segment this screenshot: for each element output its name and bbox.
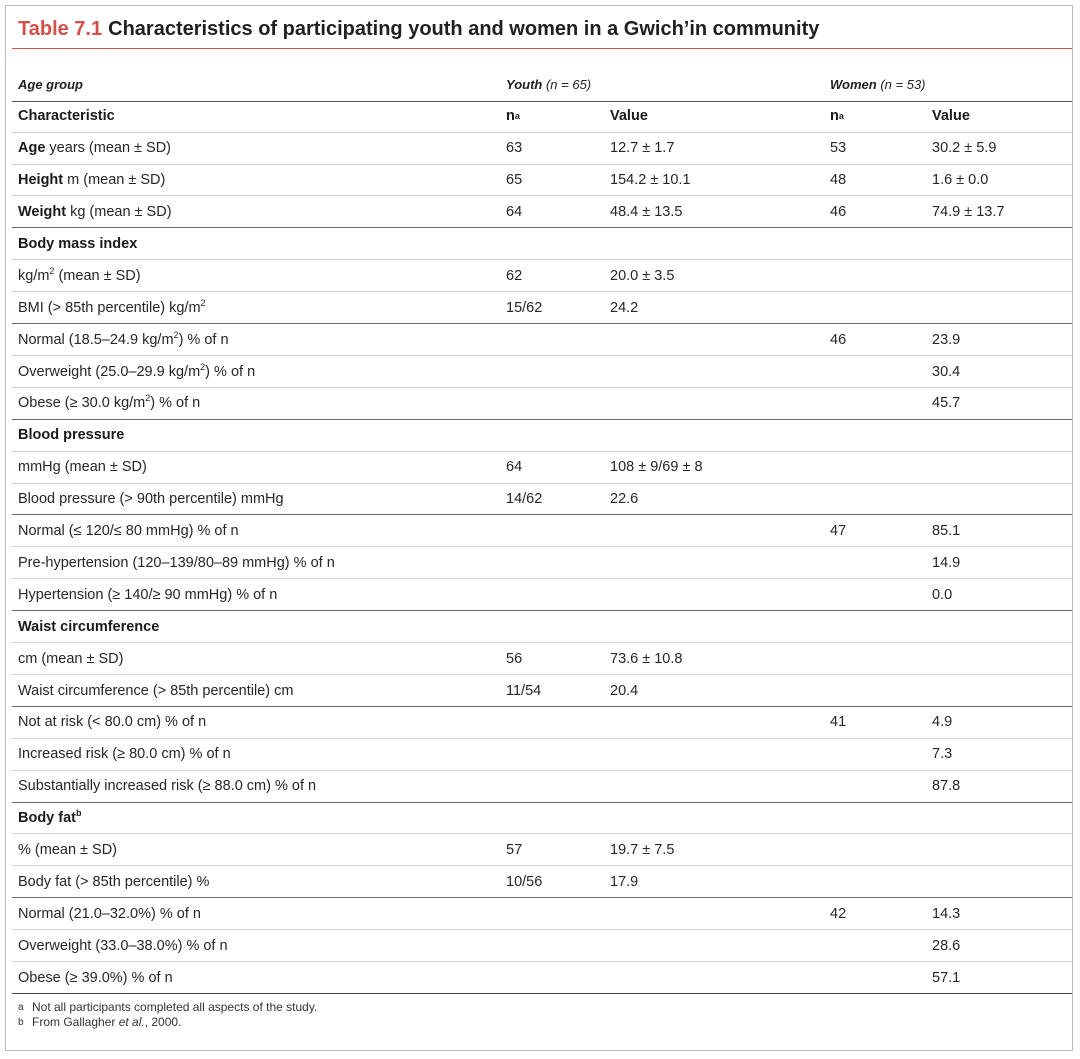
age-group-label: Age group: [18, 76, 83, 92]
section-label: Blood pressure: [18, 427, 125, 444]
youth-n-cell: 11/54: [506, 682, 542, 699]
footnote-b: b From Gallagher et al., 2000.: [18, 1015, 182, 1029]
table-row: [12, 835, 1072, 867]
characteristic-cell: Obese (≥ 39.0%) % of n: [18, 969, 173, 986]
table-row: [12, 452, 1072, 484]
characteristic-cell: BMI (> 85th percentile) $kg/m^2$: [18, 297, 206, 316]
footnote-a: a Not all participants completed all aspects of the study.: [18, 1000, 318, 1014]
youth-value-cell: 108 ± 9/69 ± 8: [610, 459, 703, 476]
youth-n-cell: 14/62: [506, 491, 543, 508]
section-row: [12, 803, 1072, 835]
characteristic-cell: Hypertension (≥ 140/≥ 90 mmHg) % of n: [18, 586, 278, 603]
women-n-cell: 48: [830, 172, 847, 189]
characteristic-cell: Height m (mean ± SD): [18, 172, 166, 189]
characteristic-cell: cm (mean ± SD): [18, 650, 124, 667]
characteristic-cell: Not at risk (< 80.0 cm) % of n: [18, 714, 207, 731]
table-row: [12, 261, 1072, 293]
youth-n-cell: 63: [506, 140, 523, 157]
women-value-cell: 30.4: [932, 363, 961, 380]
title-rule: [12, 48, 1072, 49]
characteristic-header: Characteristic: [18, 108, 115, 125]
section-label: Waist circumference: [18, 618, 160, 635]
women-value-cell: 1.6 ± 0.0: [932, 172, 989, 189]
characteristic-cell: Blood pressure (> 90th percentile) mmHg: [18, 491, 284, 508]
women-n-cell: 46: [830, 331, 847, 348]
youth-value-cell: 17.9: [610, 873, 639, 890]
youth-n-header: n a: [506, 108, 520, 125]
table-row: [12, 771, 1072, 803]
table-title-text: Characteristics of participating youth and women in a Gwich’in community: [108, 18, 820, 40]
table-row: [12, 324, 1072, 356]
table-row: [12, 388, 1072, 420]
age-group-header: [12, 67, 1072, 102]
footnotes: [18, 1000, 317, 1030]
characteristic-cell: Waist circumference (> 85th percentile) cm: [18, 682, 294, 699]
youth-value-cell: 22.6: [610, 491, 639, 508]
table-row: [12, 133, 1072, 165]
women-value-cell: 45.7: [932, 395, 961, 412]
section-row: [12, 612, 1072, 644]
women-n-cell: 41: [830, 714, 847, 731]
table-title: [18, 18, 819, 41]
characteristic-cell: Increased risk (≥ 80.0 cm) % of n: [18, 746, 231, 763]
youth-n-cell: 57: [506, 842, 523, 859]
table-number: Table 7.1: [18, 18, 103, 40]
youth-value-cell: 24.2: [610, 299, 639, 316]
women-label: Women: [830, 76, 877, 92]
characteristic-cell: Body fat (> 85th percentile) %: [18, 873, 210, 890]
characteristic-cell: Overweight (33.0–38.0%) % of n: [18, 937, 228, 954]
women-value-cell: 7.3: [932, 746, 953, 763]
characteristic-cell: Normal (21.0–32.0%) % of n: [18, 905, 201, 922]
section-row: [12, 420, 1072, 452]
women-n-cell: 53: [830, 140, 847, 157]
table-row: [12, 165, 1072, 197]
table-row: [12, 707, 1072, 739]
youth-header: [506, 67, 591, 101]
women-value-cell: 28.6: [932, 937, 961, 954]
characteristic-cell: Normal (≤ 120/≤ 80 mmHg) % of n: [18, 523, 239, 540]
youth-n-cell: 56: [506, 650, 523, 667]
characteristic-cell: Weight kg (mean ± SD): [18, 204, 172, 221]
women-value-cell: 85.1: [932, 523, 961, 540]
women-n: (n = 53): [880, 76, 926, 92]
youth-n-cell: 64: [506, 204, 523, 221]
youth-value-cell: 48.4 ± 13.5: [610, 204, 683, 221]
women-value-cell: 4.9: [932, 714, 953, 731]
column-header-row: [12, 101, 1072, 133]
table-row: [12, 580, 1072, 612]
characteristic-cell: mmHg (mean ± SD): [18, 459, 147, 476]
characteristic-cell: Pre-hypertension (120–139/80–89 mmHg) % of n: [18, 554, 335, 571]
women-value-cell: 57.1: [932, 969, 961, 986]
youth-n-cell: 62: [506, 267, 523, 284]
table-row: [12, 899, 1072, 931]
section-label: Body mass index: [18, 235, 138, 252]
women-value-cell: 23.9: [932, 331, 961, 348]
table-row: [12, 931, 1072, 963]
youth-label: Youth: [506, 76, 543, 92]
table-row: [12, 739, 1072, 771]
table-row: [12, 962, 1072, 994]
women-value-cell: 0.0: [932, 586, 953, 603]
youth-n-cell: 64: [506, 459, 523, 476]
women-header: [830, 67, 926, 101]
youth-value-cell: 73.6 ± 10.8: [610, 650, 683, 667]
youth-n-cell: 65: [506, 172, 523, 189]
characteristic-cell: % (mean ± SD): [18, 842, 118, 859]
women-value-cell: 74.9 ± 13.7: [932, 204, 1005, 221]
table-row: [12, 484, 1072, 516]
table-row: [12, 867, 1072, 899]
section-label: Body fat$^b$: [18, 808, 82, 827]
women-n-cell: 46: [830, 204, 847, 221]
section-row: [12, 229, 1072, 261]
youth-value-cell: 19.7 ± 7.5: [610, 842, 675, 859]
women-n-cell: 42: [830, 905, 847, 922]
youth-n: (n = 65): [545, 76, 592, 92]
youth-value-cell: 154.2 ± 10.1: [610, 172, 691, 189]
women-n-cell: 47: [830, 523, 847, 540]
table-row: [12, 293, 1072, 325]
characteristic-cell: $kg/m^2$ (mean ± SD): [18, 266, 141, 284]
women-value-cell: 87.8: [932, 778, 961, 795]
youth-n-cell: 10/56: [506, 873, 543, 890]
characteristic-cell: Age years (mean ± SD): [18, 140, 172, 157]
table-row: [12, 356, 1072, 388]
table-row: [12, 548, 1072, 580]
women-value-cell: 14.9: [932, 554, 961, 571]
youth-value-cell: 20.4: [610, 682, 639, 699]
table-row: [12, 675, 1072, 707]
women-value-header: Value: [932, 108, 970, 125]
youth-value-header: Value: [610, 108, 648, 125]
women-n-header: n a: [830, 108, 844, 125]
characteristic-cell: Normal (18.5–24.9 $kg/m^2$) % of n: [18, 329, 229, 348]
women-value-cell: 30.2 ± 5.9: [932, 140, 997, 157]
youth-n-cell: 15/62: [506, 299, 543, 316]
youth-value-cell: 12.7 ± 1.7: [610, 140, 675, 157]
table-row: [12, 197, 1072, 229]
youth-value-cell: 20.0 ± 3.5: [610, 267, 675, 284]
characteristic-cell: Substantially increased risk (≥ 88.0 cm) % of n: [18, 778, 317, 795]
characteristic-cell: Overweight (25.0–29.9 $kg/m^2$) % of n: [18, 361, 256, 380]
table-row: [12, 643, 1072, 675]
women-value-cell: 14.3: [932, 905, 961, 922]
characteristic-cell: Obese (≥ 30.0 $kg/m^2$) % of n: [18, 393, 201, 412]
table-row: [12, 516, 1072, 548]
